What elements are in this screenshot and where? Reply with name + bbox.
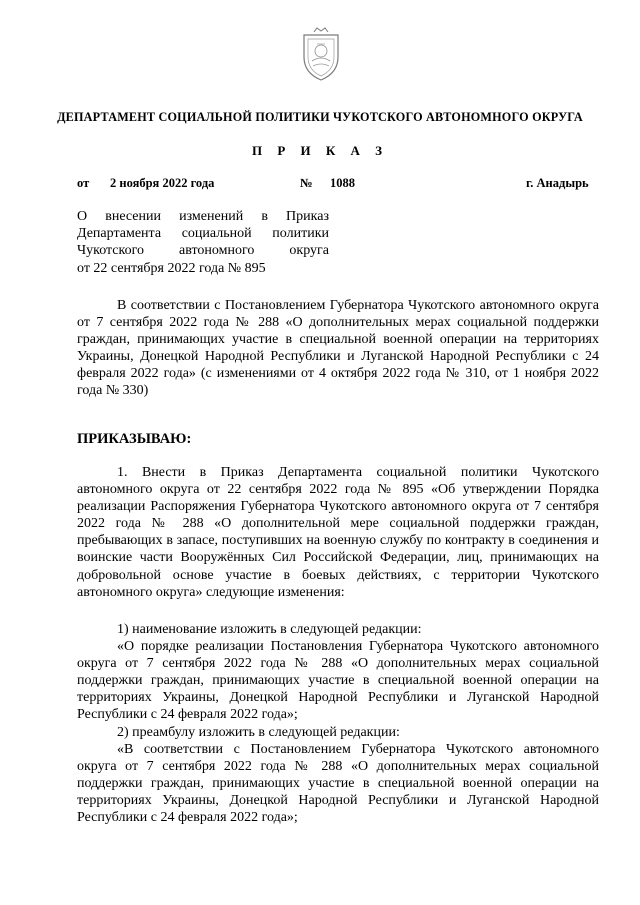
document-subject (77, 208, 329, 277)
document-type-title: П Р И К А З (251, 143, 389, 158)
subject-date-line: от 22 сентября 2022 года № 895 (77, 260, 266, 276)
date-prefix: от (77, 176, 90, 190)
quote-1-paragraph: «О порядке реализации Постановления Губернатора Чукотского автономного округа от 7 сентября 2022 года № 288 «О дополнительных мерах социальной поддержки граждан, принимающих участие в специальной военной операции на территориях Украины, Донецкой Народной Республики и Луганской Народной Республики с 24 февраля 2022 года»; (77, 639, 599, 723)
sub-item-2: 2) преамбулу изложить в следующей редакции: (117, 725, 400, 740)
document-date: 2 ноября 2022 года (110, 176, 215, 190)
sub-item-1: 1) наименование изложить в следующей редакции: (117, 622, 422, 637)
item-1-paragraph: 1. Внести в Приказ Департамента социальной политики Чукотского автономного округа от 22 сентября 2022 года № 895 «Об утверждении Порядка реализации Распоряжения Губернатора Чукотского автономного округа от 7 сентября 2022 года № 288 «О дополнительной мере социальной поддержки граждан, пребывающих в запасе, поступивших на военную службу по контракту в соединения и воинские части Вооружённых Сил Российской Федерации, лиц, принимающих на добровольной основе участие в боевых действиях, с территории Чукотского автономного округа» следующие изменения: (77, 465, 599, 600)
number-sign: № (300, 176, 313, 190)
coat-of-arms-emblem (298, 27, 344, 83)
document-number: 1088 (330, 176, 355, 190)
preamble-paragraph: В соответствии с Постановлением Губернатора Чукотского автономного округа от 7 сентября 2022 года № 288 «О дополнительных мерах социальной поддержки граждан, принимающих участие в специальной военной операции на территориях Украины, Донецкой Народной Республики и Луганской Народной Республики с 24 февраля 2022 года» (с изменениями от 4 октября 2022 года № 310, от 1 ноября 2022 года № 330) (77, 298, 599, 399)
quote-2-paragraph: «В соответствии с Постановлением Губернатора Чукотского автономного округа от 7 сентября 2022 года № 288 «О дополнительных мерах социальной поддержки граждан, принимающих участие в специальной военной операции на территориях Украины, Донецкой Народной Республики и Луганской Народной Республики с 24 февраля 2022 года»; (77, 742, 599, 826)
order-heading: ПРИКАЗЫВАЮ: (77, 431, 192, 447)
subject-text: О внесении изменений в Приказ Департамента социальной политики Чукотского автономного округа (77, 209, 329, 259)
document-city: г. Анадырь (526, 176, 589, 190)
department-name: ДЕПАРТАМЕНТ СОЦИАЛЬНОЙ ПОЛИТИКИ ЧУКОТСКОГО АВТОНОМНОГО ОКРУГА (57, 110, 583, 124)
